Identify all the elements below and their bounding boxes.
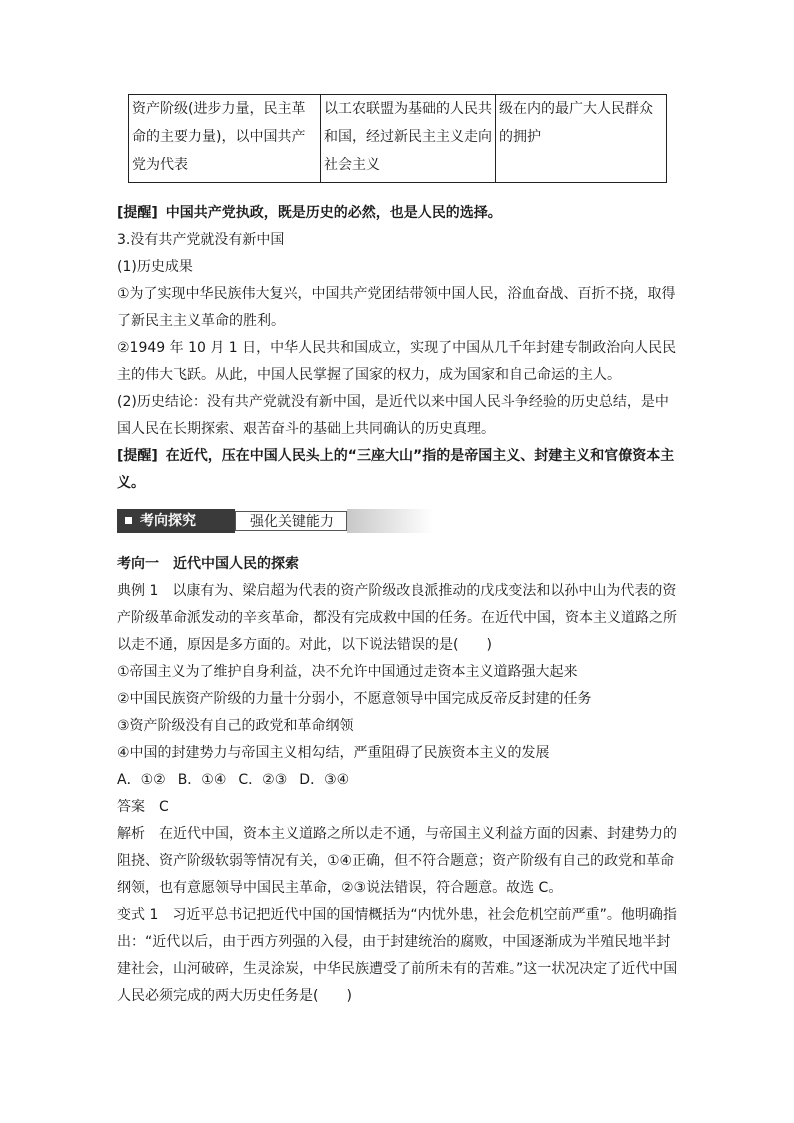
table-cell: 资产阶级(进步力量，民主革命的主要力量)，以中国共产党为代表 [129, 95, 321, 183]
banner-subtitle: 强化关键能力 [235, 511, 347, 531]
direction-heading: 考向一 近代中国人民的探索 [117, 556, 299, 572]
square-bullet-icon [125, 517, 132, 524]
answer-line: 答案 C [117, 799, 169, 815]
tip-paragraph [117, 443, 679, 497]
list-item: ①为了实现中华民族伟大复兴，中国共产党团结带领中国人民，浴血奋战、百折不挠，取得了新民主主义革命的胜利。 [117, 286, 676, 329]
list-item: ②1949 年 10 月 1 日，中华人民共和国成立，实现了中国从几千年封建专制政治向人民民主的伟大飞跃。从此，中国人民掌握了国家的权力，成为国家和自己命运的主人。 [117, 340, 677, 383]
option-item: ③资产阶级没有自己的政党和革命纲领 [117, 718, 354, 734]
comparison-table [128, 94, 667, 183]
table-cell: 级在内的最广大人民群众的拥护 [496, 95, 667, 183]
analysis-paragraph: 解析 在近代中国，资本主义道路之所以走不通，与帝国主义利益方面的因素、封建势力的阻挠、资产阶级软弱等情况有关，①④正确，但不符合题意；资产阶级有自己的政党和革命纲领，也有意愿领导中国民主革命，②③说法错误，符合题意。故选 C。 [117, 826, 677, 896]
tip-tag: [提醒] [117, 205, 158, 221]
section-banner [117, 509, 433, 533]
banner-title-text: 考向探究 [140, 513, 196, 529]
section-heading: 3.没有共产党就没有新中国 [117, 232, 285, 248]
tip-tag: [提醒] [117, 448, 158, 464]
choice-c: C．②③ [238, 772, 288, 788]
example-stem: 典例 1 以康有为、梁启超为代表的资产阶级改良派推动的戊戌变法和以孙中山为代表的资产阶级革命派发动的辛亥革命，都没有完成救中国的任务。在近代中国，资本主义道路之所以走不通，原因是多方面的。对此，以下说法错误的是( ) [117, 583, 677, 653]
option-item: ②中国民族资产阶级的力量十分弱小，不愿意领导中国完成反帝反封建的任务 [117, 691, 592, 707]
tip-text: 在近代，压在中国人民头上的“三座大山”指的是帝国主义、封建主义和官僚资本主义。 [117, 448, 675, 491]
conclusion-paragraph: (2)历史结论：没有共产党就没有新中国，是近代以来中国人民斗争经验的历史总结，是中国人民在长期探索、艰苦奋斗的基础上共同确认的历史真理。 [117, 394, 669, 437]
tip-paragraph [117, 200, 679, 227]
option-item: ①帝国主义为了维护自身利益，决不允许中国通过走资本主义道路强大起来 [117, 664, 578, 680]
choices-row [117, 767, 679, 794]
main-content [117, 200, 679, 1010]
subheading: (1)历史成果 [117, 259, 193, 275]
table-cell: 以工农联盟为基础的人民共和国，经过新民主主义走向社会主义 [321, 95, 496, 183]
banner-fade-decoration [347, 509, 433, 533]
choice-d: D．③④ [299, 772, 350, 788]
choice-a: A．①② [117, 772, 166, 788]
tip-text: 中国共产党执政，既是历史的必然，也是人民的选择。 [165, 205, 502, 221]
banner-title [117, 509, 235, 533]
variant-stem: 变式 1 习近平总书记把近代中国的国情概括为“内忧外患，社会危机空前严重”。他明确指出：“近代以后，由于西方列强的入侵，由于封建统治的腐败，中国逐渐成为半殖民地半封建社会，山河破碎，生灵涂炭，中华民族遭受了前所未有的苦难。”这一状况决定了近代中国人民必须完成的两大历史任务是( ) [117, 907, 678, 1004]
option-item: ④中国的封建势力与帝国主义相勾结，严重阻碍了民族资本主义的发展 [117, 745, 550, 761]
table-row [129, 95, 667, 183]
choice-b: B．①④ [177, 772, 227, 788]
